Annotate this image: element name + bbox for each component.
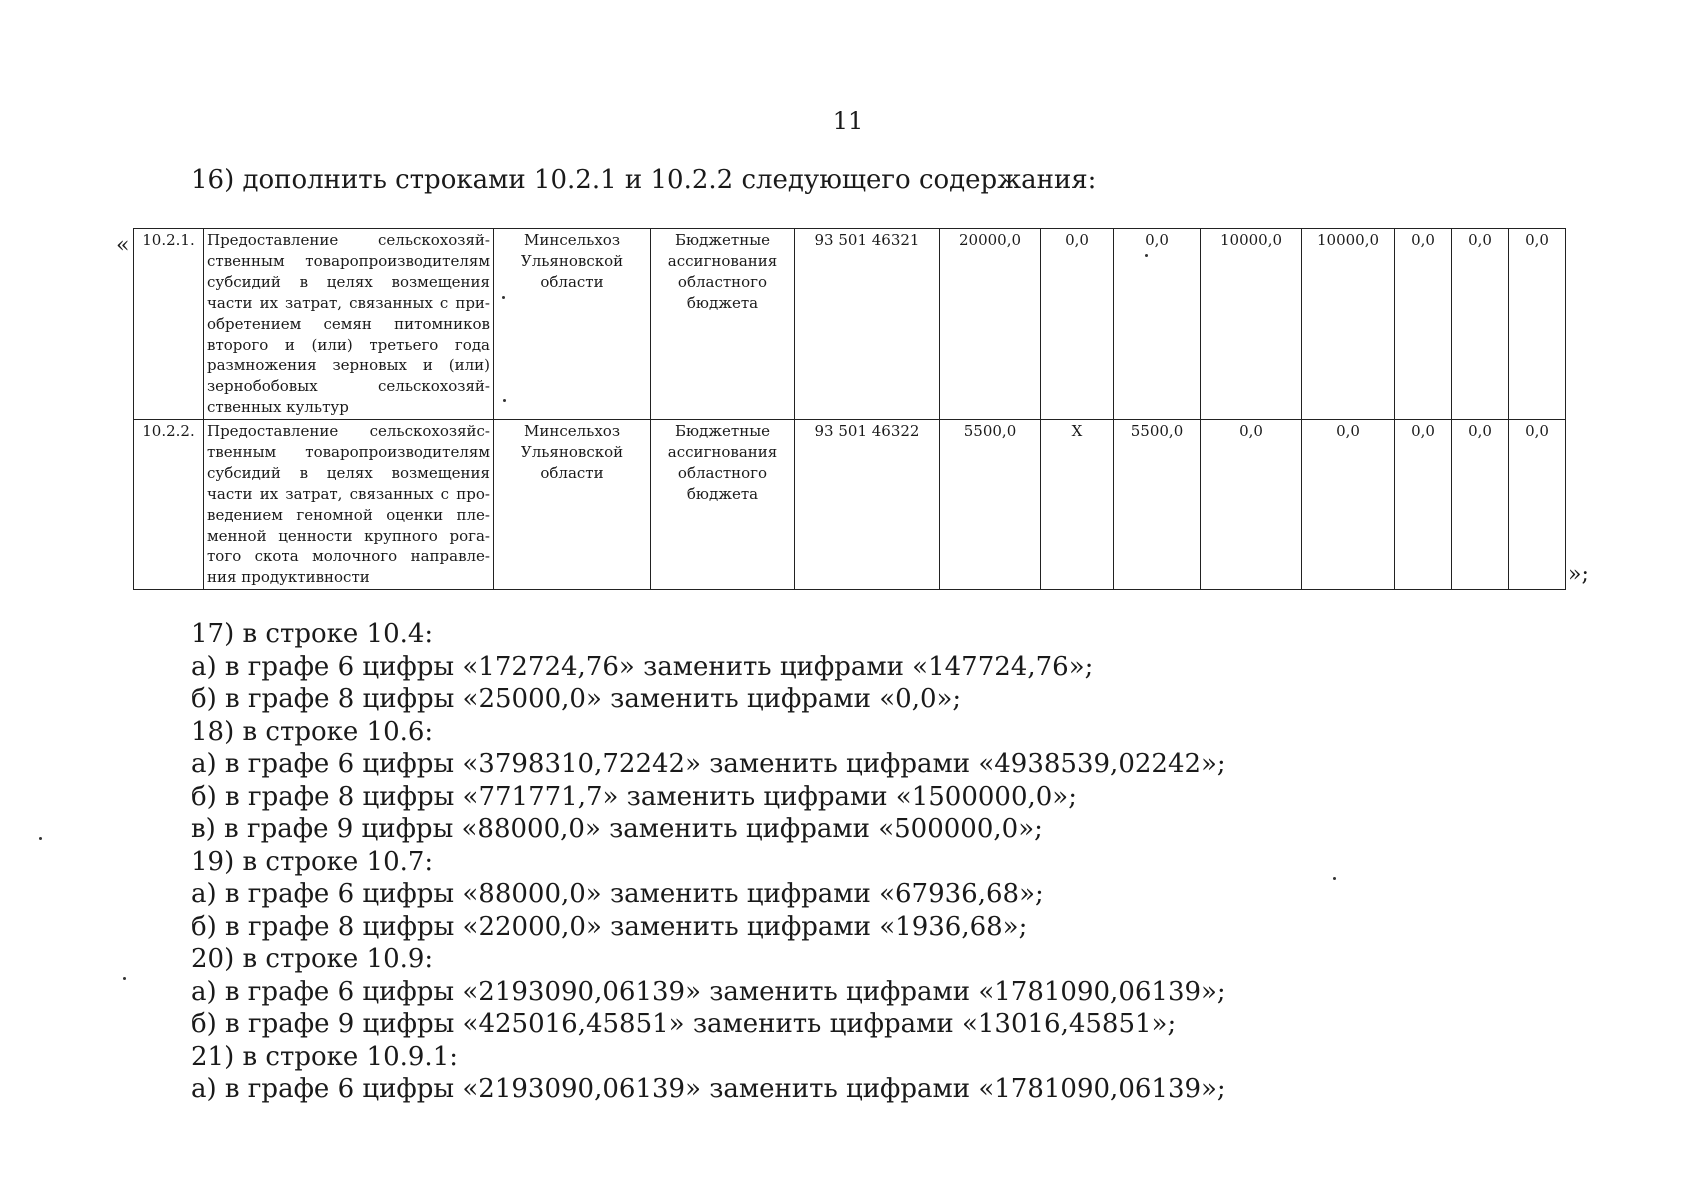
- row-number: 10.2.1.: [134, 229, 204, 420]
- amendment-list: [191, 618, 1226, 1106]
- value-cell: 5500,0: [1114, 420, 1201, 590]
- value-cell: 5500,0: [940, 420, 1041, 590]
- table-row: [134, 229, 1566, 420]
- amendment-line: б) в графе 8 цифры «771771,7» заменить цифрами «1500000,0»;: [191, 781, 1077, 812]
- amendment-line: а) в графе 6 цифры «172724,76» заменить цифрами «147724,76»;: [191, 651, 1094, 682]
- table-open-quote: «: [116, 233, 130, 258]
- scan-speck: [39, 837, 42, 840]
- value-cell: 20000,0: [940, 229, 1041, 420]
- value-cell: 0,0: [1395, 420, 1452, 590]
- value-cell: 0,0: [1509, 420, 1566, 590]
- scan-speck: [1333, 877, 1336, 880]
- value-cell: 0,0: [1302, 420, 1395, 590]
- value-cell: 0,0: [1395, 229, 1452, 420]
- executor-cell: Минсельхоз Ульяновской области: [494, 420, 651, 590]
- amendment-line: б) в графе 8 цифры «25000,0» заменить цифрами «0,0»;: [191, 684, 962, 714]
- value-cell: 0,0: [1201, 420, 1302, 590]
- value-cell: 10000,0: [1201, 229, 1302, 420]
- funding-source-cell: Бюджетные ассигнования областного бюджета: [651, 229, 795, 420]
- value-cell: 0,0: [1452, 420, 1509, 590]
- value-cell: 10000,0: [1302, 229, 1395, 420]
- value-cell: X: [1041, 420, 1114, 590]
- amendment-line: а) в графе 6 цифры «2193090,06139» заменить цифрами «1781090,06139»;: [191, 1074, 1226, 1104]
- amendment-line: а) в графе 6 цифры «88000,0» заменить цифрами «67936,68»;: [191, 879, 1044, 909]
- scan-speck: [503, 399, 506, 402]
- executor-cell: Минсельхоз Ульяновской области: [494, 229, 651, 420]
- amendment-line: б) в графе 8 цифры «22000,0» заменить цифрами «1936,68»;: [191, 911, 1028, 942]
- amendment-line: в) в графе 9 цифры «88000,0» заменить цифрами «500000,0»;: [191, 814, 1043, 844]
- amendment-line: а) в графе 6 цифры «2193090,06139» заменить цифрами «1781090,06139»;: [191, 976, 1226, 1007]
- amendment-line: 17) в строке 10.4:: [191, 619, 434, 649]
- amendment-line: 18) в строке 10.6:: [191, 716, 434, 747]
- amendment-line: б) в графе 9 цифры «425016,45851» заменить цифрами «13016,45851»;: [191, 1009, 1177, 1039]
- measure-name: Предоставление сельскохозяй-ственным товаропроизводителям субсидий в целях возмещения части их затрат, связанных с при-обретением семян питомников второго и (или) третьего года размножения зерновых и (или) зернобобовых сельскохозяй-ственных культур: [204, 229, 494, 420]
- amendment-table: [133, 228, 1566, 590]
- amendment-line: 20) в строке 10.9:: [191, 944, 434, 974]
- table-close-quote: »;: [1568, 562, 1589, 587]
- scan-speck: [502, 296, 505, 299]
- value-cell: 0,0: [1452, 229, 1509, 420]
- amendment-line: 21) в строке 10.9.1:: [191, 1041, 458, 1072]
- measure-name: Предоставление сельскохозяйс-твенным товаропроизводителям субсидий в целях возмещения части их затрат, связанных с про-ведением геномной оценки пле-менной ценности крупного рога-того скота молочного направле-ния продуктивности: [204, 420, 494, 590]
- amendment-line: 19) в строке 10.7:: [191, 846, 434, 877]
- row-number: 10.2.2.: [134, 420, 204, 590]
- table-row: [134, 420, 1566, 590]
- scan-speck: [123, 977, 126, 980]
- amendment-line: а) в графе 6 цифры «3798310,72242» заменить цифрами «4938539,02242»;: [191, 749, 1226, 779]
- budget-code-cell: 93 501 46321: [795, 229, 940, 420]
- page-number: 11: [832, 107, 864, 135]
- value-cell: 0,0: [1041, 229, 1114, 420]
- scan-speck: [1145, 254, 1148, 257]
- funding-source-cell: Бюджетные ассигнования областного бюджета: [651, 420, 795, 590]
- budget-code-cell: 93 501 46322: [795, 420, 940, 590]
- value-cell: 0,0: [1114, 229, 1201, 420]
- intro-paragraph: 16) дополнить строками 10.2.1 и 10.2.2 следующего содержания:: [191, 165, 1097, 195]
- value-cell: 0,0: [1509, 229, 1566, 420]
